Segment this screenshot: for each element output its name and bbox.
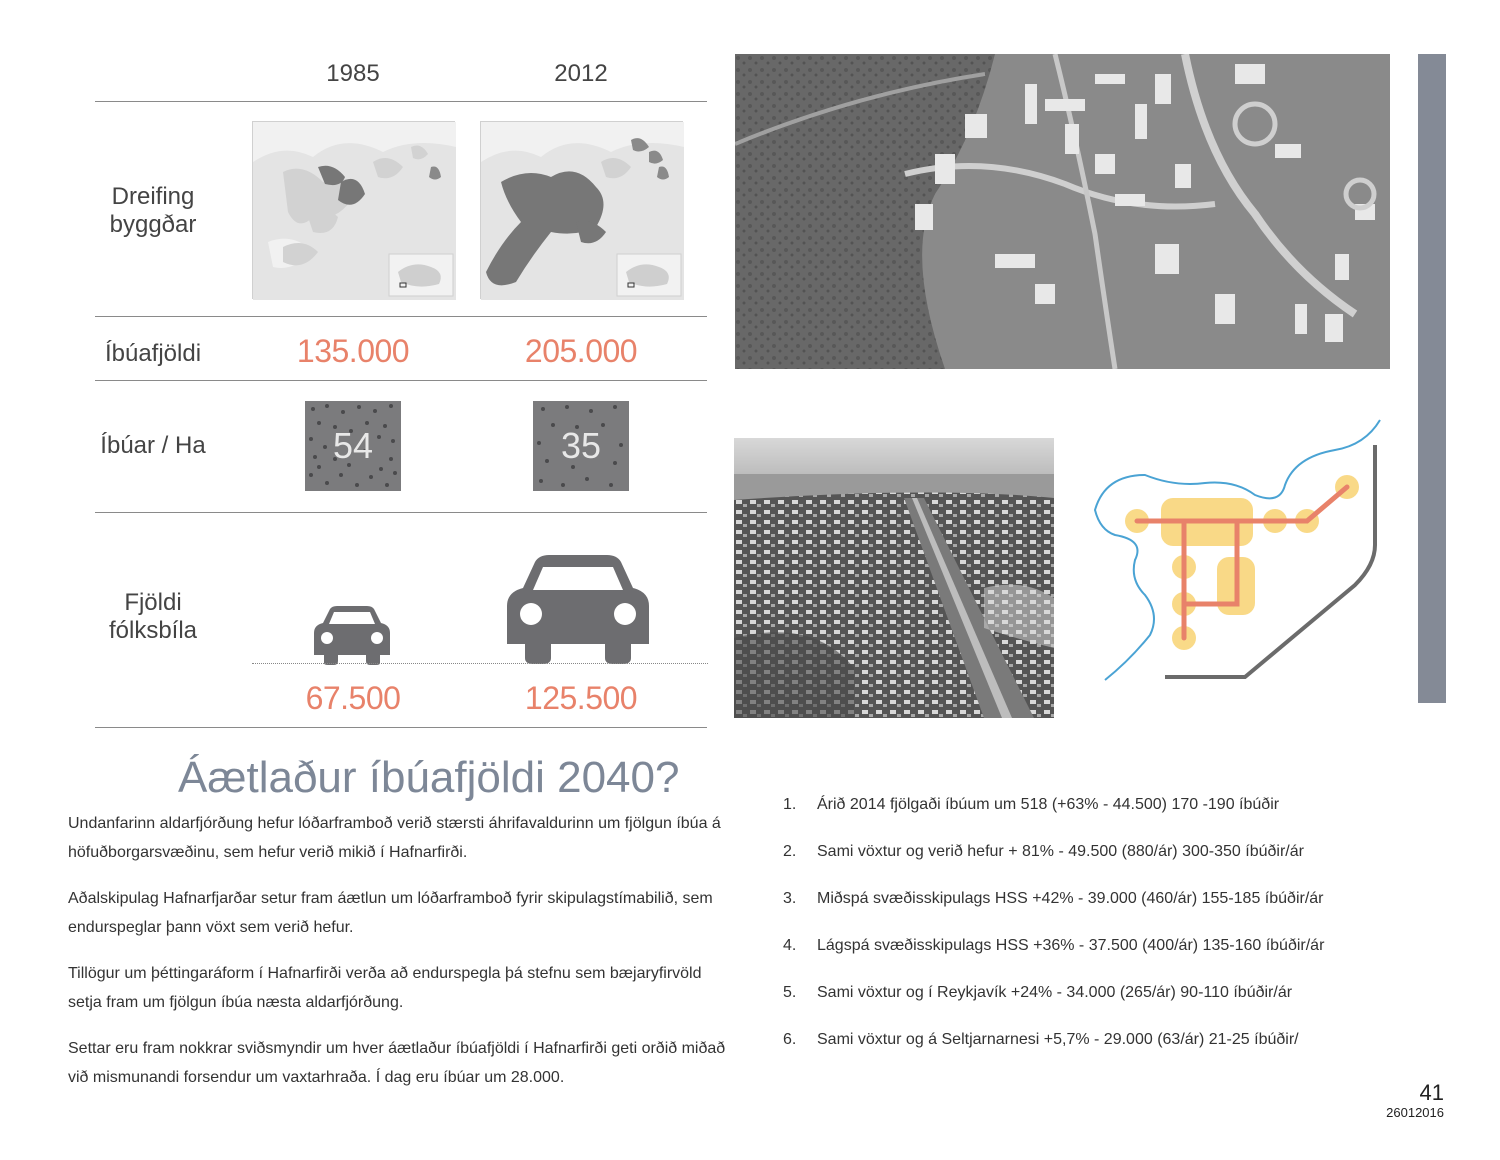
aerial-photo	[735, 54, 1390, 369]
cars-row-label: Fjöldi fólksbíla	[108, 589, 198, 644]
intro-paragraphs	[68, 809, 728, 1092]
settlement-map-1985	[252, 121, 455, 299]
year-1985-header: 1985	[326, 60, 380, 87]
table-bottom-rule	[95, 727, 707, 728]
paragraph-3: Tillögur um þéttingaráform í Hafnarfirði verða að endurspegla þá stefnu sem bæjaryfirvöld setja fram um fjölgun íbúa næsta aldarfjórðung.	[68, 965, 702, 1011]
car-icon-small	[314, 605, 390, 665]
scenario-item	[783, 937, 1324, 984]
scenario-number: 6.	[783, 1031, 797, 1048]
density-1985-value: 54	[332, 425, 374, 466]
cars-2012-value: 125.500	[524, 680, 638, 716]
density-row-label: Íbúar / Ha	[100, 432, 206, 459]
scenario-item	[783, 796, 1324, 843]
population-row-label: Íbúafjöldi	[104, 340, 202, 367]
section-title: Áætlaður íbúafjöldi 2040?	[178, 753, 680, 802]
cars-1985-value: 67.500	[305, 680, 401, 716]
paragraph-2: Aðalskipulag Hafnarfjarðar setur fram áætlun um lóðarframboð fyrir skipulagstímabilið, sem endurspeglar þann vöxt sem verið hefur.	[68, 890, 713, 936]
row-divider-2	[95, 380, 707, 381]
scenario-number: 2.	[783, 843, 797, 860]
urban-concept-diagram	[1085, 415, 1395, 690]
settlement-map-2012	[480, 121, 683, 299]
page-date-code: 26012016	[1386, 1105, 1444, 1120]
scenario-item	[783, 843, 1324, 890]
scenario-item	[783, 984, 1324, 1031]
page-side-strip	[1418, 54, 1446, 703]
oblique-aerial-photo	[734, 438, 1054, 718]
scenario-text: Sami vöxtur og í Reykjavík +24% - 34.000 (265/ár) 90-110 íbúðir/ár	[817, 984, 1293, 1001]
car-icon-large	[507, 554, 649, 664]
scenario-list	[783, 796, 1324, 1078]
page-number: 41	[1419, 1080, 1444, 1105]
distribution-row-label: Dreifing byggðar	[109, 183, 197, 238]
density-box-1985	[305, 401, 401, 491]
density-box-2012	[533, 401, 629, 491]
scenario-number: 4.	[783, 937, 797, 954]
scenario-text: Árið 2014 fjölgaði íbúum um 518 (+63% - 44.500) 170 -190 íbúðir	[817, 796, 1280, 813]
paragraph-4: Settar eru fram nokkrar sviðsmyndir um hver áætlaður íbúafjöldi í Hafnarfirði geti orðið miðað við mismunandi forsendur um vaxtarhraða. Í dag eru íbúar um 28.000.	[68, 1040, 726, 1086]
paragraph-1: Undanfarinn aldarfjórðung hefur lóðarframboð verið stærsti áhrifavaldurinn um fjölgun íbúa á höfuðborgarsvæðinu, sem hefur verið mikið í Hafnarfirði.	[68, 815, 721, 861]
ground-dotted-line	[252, 663, 708, 664]
population-1985-value: 135.000	[296, 333, 410, 369]
scenario-text: Sami vöxtur og á Seltjarnarnesi +5,7% - 29.000 (63/ár) 21-25 íbúðir/	[817, 1031, 1299, 1048]
scenario-text: Lágspá svæðisskipulags HSS +36% - 37.500 (400/ár) 135-160 íbúðir/ár	[817, 937, 1325, 954]
table-top-rule	[95, 101, 707, 102]
year-2012-header: 2012	[554, 60, 608, 87]
scenario-item	[783, 890, 1324, 937]
scenario-text: Sami vöxtur og verið hefur + 81% - 49.500 (880/ár) 300-350 íbúðir/ár	[817, 843, 1304, 860]
row-divider-3	[95, 512, 707, 513]
row-divider-1	[95, 316, 707, 317]
scenario-text: Miðspá svæðisskipulags HSS +42% - 39.000 (460/ár) 155-185 íbúðir/ár	[817, 890, 1324, 907]
scenario-number: 5.	[783, 984, 797, 1001]
scenario-item	[783, 1031, 1324, 1078]
scenario-number: 1.	[783, 796, 797, 813]
density-2012-value: 35	[560, 425, 602, 466]
population-2012-value: 205.000	[524, 333, 638, 369]
scenario-number: 3.	[783, 890, 797, 907]
